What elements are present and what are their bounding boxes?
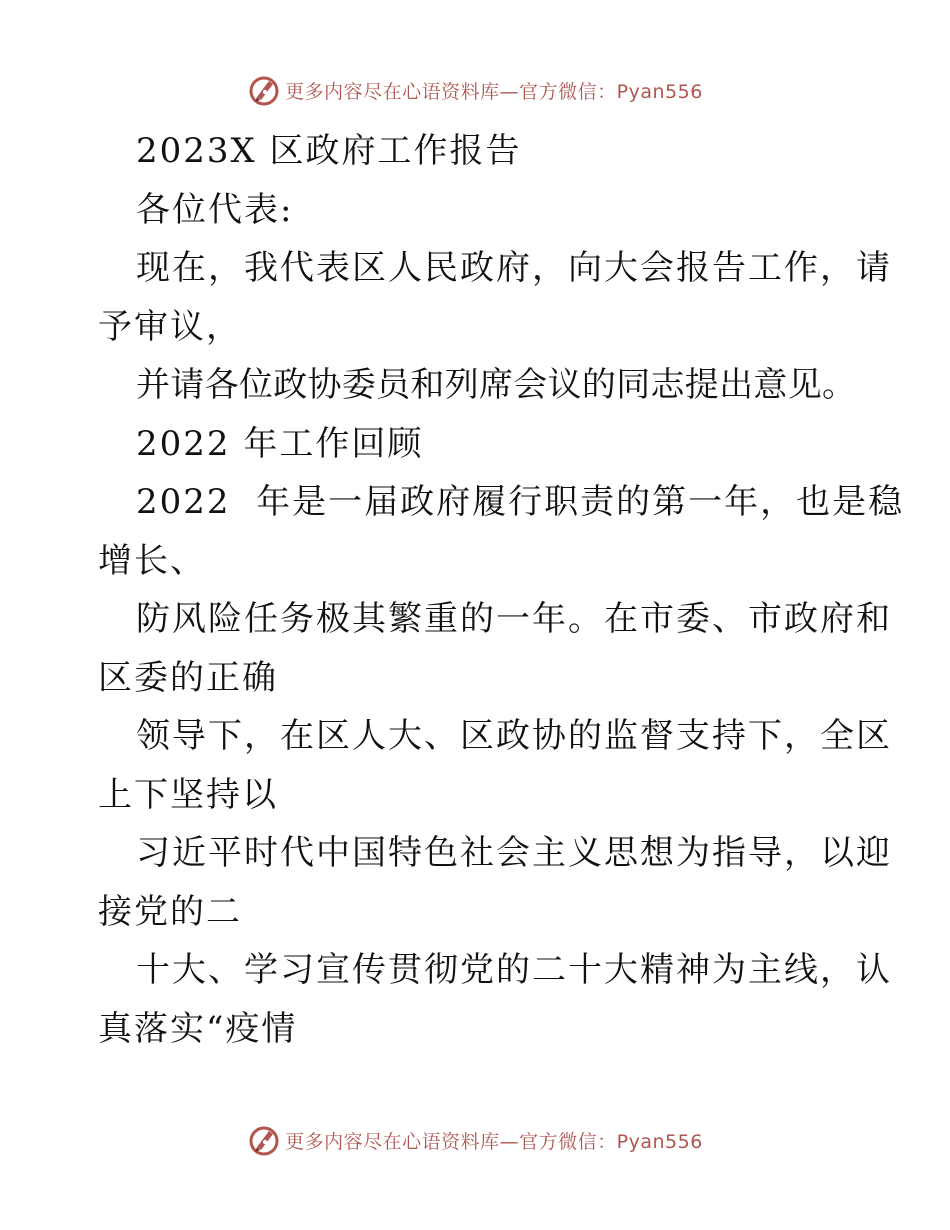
- text-line: 接党的二: [98, 891, 242, 932]
- document-body: [98, 122, 905, 1058]
- text-line: 现在，我代表区人民政府，向大会报告工作，请: [136, 248, 892, 288]
- text-line: 予审议，: [98, 306, 242, 347]
- text-line: 2022 年工作回顾: [136, 423, 424, 464]
- text-line: 领导下，在区人大、区政协的监督支持下，全区: [136, 716, 892, 756]
- text-line: 2022 年是一届政府履行职责的第一年，也是稳: [136, 482, 905, 522]
- text-line: 上下坚持以: [98, 774, 278, 815]
- watermark-text: 更多内容尽在心语资料库—官方微信：Pyan556: [285, 80, 703, 103]
- footer-watermark-banner: [0, 1120, 950, 1160]
- text-line: 十大、学习宣传贯彻党的二十大精神为主线，认: [136, 950, 892, 990]
- text-line: 2023X 区政府工作报告: [136, 131, 522, 171]
- text-line: 真落实“疫情: [98, 1008, 298, 1049]
- watermark-text: 更多内容尽在心语资料库—官方微信：Pyan556: [285, 1130, 703, 1153]
- pen-logo-icon: [247, 1123, 281, 1157]
- text-line: 各位代表:: [136, 189, 294, 230]
- text-line: 增长、: [98, 540, 206, 581]
- text-line: 习近平时代中国特色社会主义思想为指导，以迎: [136, 833, 892, 873]
- text-line: 区委的正确: [98, 657, 278, 698]
- text-line: 并请各位政协委员和列席会议的同志提出意见。: [136, 365, 857, 405]
- pen-logo-icon: [247, 73, 281, 107]
- text-line: 防风险任务极其繁重的一年。在市委、市政府和: [136, 599, 892, 639]
- header-watermark-banner: [0, 70, 950, 110]
